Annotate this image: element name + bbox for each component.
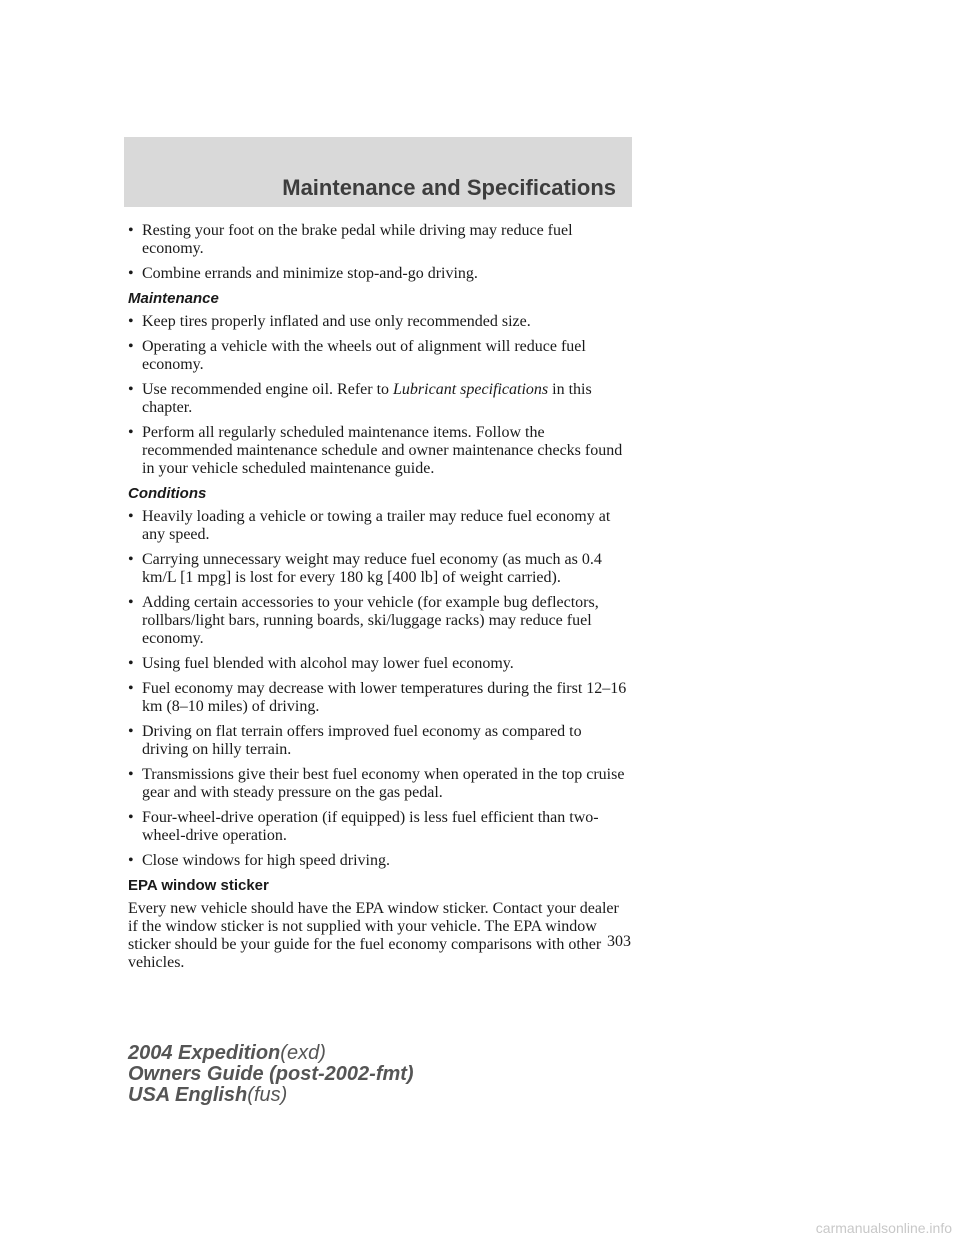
bullet-icon: • xyxy=(128,809,134,826)
footer-line-3: USA English(fus) xyxy=(128,1084,288,1106)
list-item: • Transmissions give their best fuel economy when operated in the top cruise gear and with steady pressure on the gas pedal. xyxy=(128,766,625,801)
list-item: • Combine errands and minimize stop-and-go driving. xyxy=(128,265,478,282)
list-item: • Using fuel blended with alcohol may lower fuel economy. xyxy=(128,655,514,672)
bullet-icon: • xyxy=(128,594,134,611)
bullet-icon: • xyxy=(128,313,134,330)
bullet-icon: • xyxy=(128,338,134,355)
list-item: • Use recommended engine oil. Refer to Lubricant specifications in this chapter. xyxy=(128,381,592,416)
page-content xyxy=(128,222,628,972)
bullet-icon: • xyxy=(128,655,134,672)
conditions-bullet-list xyxy=(128,508,628,870)
bullet-icon: • xyxy=(128,680,134,697)
cross-reference-link[interactable]: Lubricant specifications xyxy=(393,381,549,398)
intro-bullet-list xyxy=(128,222,628,283)
list-item: • Adding certain accessories to your vehicle (for example bug deflectors, rollbars/light bars, running boards, ski/luggage racks) may reduce fuel economy. xyxy=(128,594,599,647)
site-watermark: carmanualsonline.info xyxy=(815,1220,952,1236)
list-item: • Resting your foot on the brake pedal while driving may reduce fuel economy. xyxy=(128,222,573,257)
maintenance-heading: Maintenance xyxy=(128,290,219,307)
bullet-icon: • xyxy=(128,265,134,282)
list-item: • Perform all regularly scheduled maintenance items. Follow the recommended maintenance schedule and owner maintenance checks found in your vehicle scheduled maintenance guide. xyxy=(128,424,623,477)
bullet-icon: • xyxy=(128,723,134,740)
document-footer xyxy=(128,1043,414,1106)
conditions-heading: Conditions xyxy=(128,485,207,502)
list-item: • Four-wheel-drive operation (if equipped) is less fuel efficient than two-wheel-drive operation. xyxy=(128,809,599,844)
maintenance-bullet-list xyxy=(128,313,628,478)
bullet-icon: • xyxy=(128,424,134,441)
bullet-icon: • xyxy=(128,508,134,525)
footer-line-1: 2004 Expedition(exd) xyxy=(128,1042,326,1064)
footer-line-2: Owners Guide (post-2002-fmt) xyxy=(128,1063,414,1085)
epa-paragraph: Every new vehicle should have the EPA window sticker. Contact your dealer if the window sticker is not supplied with your vehicle. The EPA window sticker should be your guide for the fuel economy comparisons with other vehicles. xyxy=(128,900,619,971)
section-header-band xyxy=(124,137,632,207)
bullet-icon: • xyxy=(128,222,134,239)
list-item: • Heavily loading a vehicle or towing a trailer may reduce fuel economy at any speed. xyxy=(128,508,611,543)
section-title: Maintenance and Specifications xyxy=(282,175,616,200)
bullet-icon: • xyxy=(128,766,134,783)
bullet-icon: • xyxy=(128,551,134,568)
list-item: • Fuel economy may decrease with lower temperatures during the first 12–16 km (8–10 miles) of driving. xyxy=(128,680,627,715)
bullet-icon: • xyxy=(128,852,134,869)
list-item: • Close windows for high speed driving. xyxy=(128,852,390,869)
list-item: • Keep tires properly inflated and use only recommended size. xyxy=(128,313,531,330)
epa-heading: EPA window sticker xyxy=(128,877,269,894)
list-item: • Carrying unnecessary weight may reduce fuel economy (as much as 0.4 km/L [1 mpg] is lost for every 180 kg [400 lb] of weight carried). xyxy=(128,551,602,586)
bullet-icon: • xyxy=(128,381,134,398)
page-number: 303 xyxy=(607,933,631,950)
list-item: • Driving on flat terrain offers improved fuel economy as compared to driving on hilly terrain. xyxy=(128,723,582,758)
list-item: • Operating a vehicle with the wheels out of alignment will reduce fuel economy. xyxy=(128,338,586,373)
